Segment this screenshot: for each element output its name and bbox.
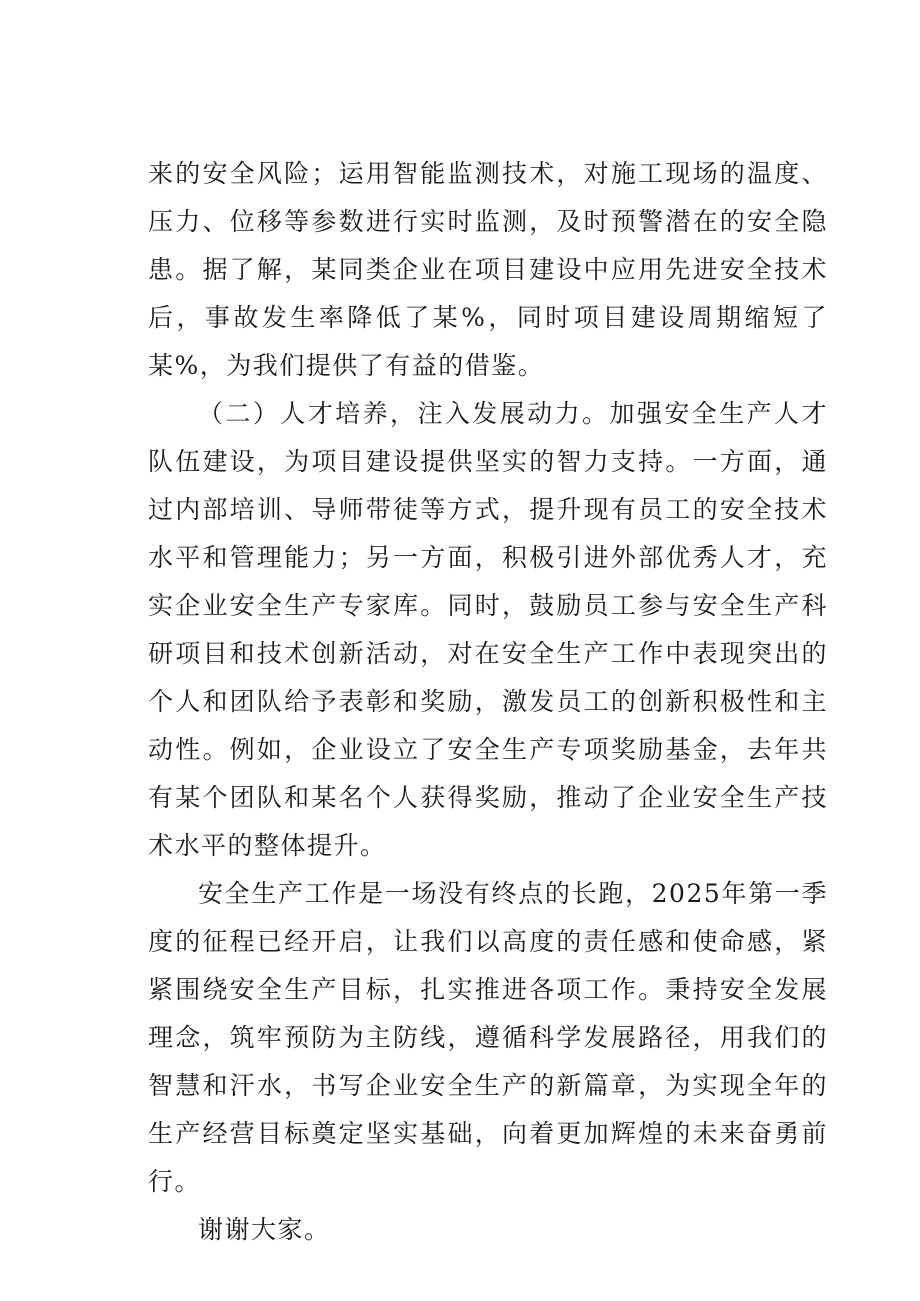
paragraph-conclusion: 安全生产工作是一场没有终点的长跑，2025年第一季度的征程已经开启，让我们以高度的责任感和使命感，紧紧围绕安全生产目标，扎实推进各项工作。秉持安全发展理念，筑牢预防为主防线，遵循科学发展路径，用我们的智慧和汗水，书写企业安全生产的新篇章，为实现全年的生产经营目标奠定坚实基础，向着更加辉煌的未来奋勇前行。 (148, 879, 828, 1196)
paragraph-thanks: 谢谢大家。 (198, 1215, 331, 1244)
document-body (148, 150, 828, 1254)
paragraph-talent-training: （二）人才培养，注入发展动力。加强安全生产人才队伍建设，为项目建设提供坚实的智力支持。一方面，通过内部培训、导师带徒等方式，提升现有员工的安全技术水平和管理能力；另一方面，积极引进外部优秀人才，充实企业安全生产专家库。同时，鼓励员工参与安全生产科研项目和技术创新活动，对在安全生产工作中表现突出的个人和团队给予表彰和奖励，激发员工的创新积极性和主动性。例如，企业设立了安全生产专项奖励基金，去年共有某个团队和某名个人获得奖励，推动了企业安全生产技术水平的整体提升。 (148, 399, 828, 860)
paragraph-continuation: 来的安全风险；运用智能监测技术，对施工现场的温度、压力、位移等参数进行实时监测，及时预警潜在的安全隐患。据了解，某同类企业在项目建设中应用先进安全技术后，事故发生率降低了某%，同时项目建设周期缩短了某%，为我们提供了有益的借鉴。 (148, 159, 828, 380)
